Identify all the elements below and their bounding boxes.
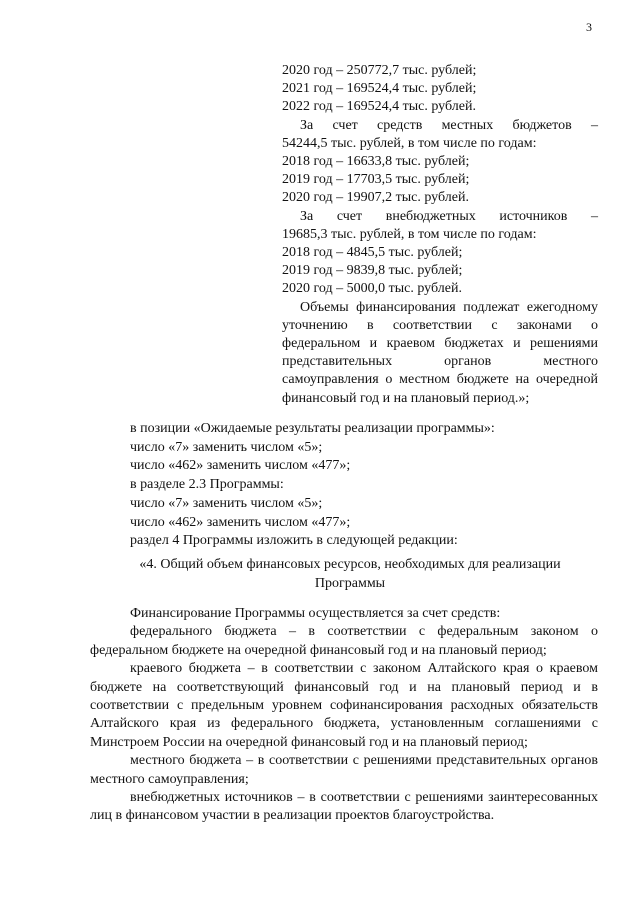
amendment-line: раздел 4 Программы изложить в следующей редакции: [130,533,458,549]
body-paragraph: федерального бюджета – в соответствии с федеральным законом о федеральном бюджете на очередной финансовый год и на плановый период; [90,624,598,658]
funding-line: 2022 год – 169524,4 тыс. рублей. [282,99,476,115]
extrabudgetary-heading [282,208,598,226]
funding-line: 2019 год – 17703,5 тыс. рублей; [282,172,470,188]
amendment-line: в разделе 2.3 Программы: [130,477,284,493]
body-paragraph: внебюджетных источников – в соответствии с решениями заинтересованных лиц в финансовом участии в реализации проектов благоустройства. [90,790,598,824]
heading-word: счет [336,208,363,224]
extrabudgetary-total: 19685,3 тыс. рублей, в том числе по годам: [282,226,537,242]
section-heading-line: «4. Общий объем финансовых ресурсов, необходимых для реализации [139,557,561,572]
heading-word: За [300,117,314,133]
heading-word: счет [332,117,358,133]
funding-line: 2020 год – 19907,2 тыс. рублей. [282,190,469,206]
funding-line: 2019 год – 9839,8 тыс. рублей; [282,263,463,279]
amendment-line: число «7» заменить числом «5»; [130,439,323,455]
funding-closing-paragraph: Объемы финансирования подлежат ежегодному уточнению в соответствии с законами о федеральном и краевом бюджетах и решениями представительных органов местного самоуправления о местном бюджете на очередной финансовый год и на плановый период.»; [282,299,598,406]
heading-word: бюджетов [512,117,572,133]
heading-word: – [590,117,598,133]
heading-word: средств [377,117,423,133]
amendments-list [130,420,570,551]
section-heading-line: Программы [314,575,386,591]
heading-word: местных [441,117,494,133]
heading-word: источников [499,208,568,224]
funding-line: 2020 год – 250772,7 тыс. рублей; [282,63,477,78]
body-paragraph: краевого бюджета – в соответствии с законом Алтайского края о краевом бюджете на соответствующий финансовый год и на плановый период и в соответствии с предельным уровнем софинансирования расходных обязательств Алтайского края из федерального бюджета, установленным соглашениями с Минстроем России на очередной финансовый год и на плановый период; [90,661,598,750]
section-heading [100,556,600,593]
funding-line: 2018 год – 16633,8 тыс. рублей; [282,154,470,170]
body-paragraph: местного бюджета – в соответствии с решениями представительных органов местного самоуправления; [90,753,598,787]
body-paragraph: Финансирование Программы осуществляется за счет средств: [130,606,501,621]
funding-volume-block [282,62,598,408]
local-budget-total: 54244,5 тыс. рублей, в том числе по годам: [282,135,537,151]
heading-word: – [590,208,598,224]
heading-word: внебюджетных [385,208,476,224]
amendment-line: число «462» заменить числом «477»; [130,514,351,530]
page-number: 3 [586,20,592,34]
funding-line: 2021 год – 169524,4 тыс. рублей; [282,81,477,97]
amendment-line: число «7» заменить числом «5»; [130,495,323,511]
local-budget-heading [282,117,598,135]
amendment-line: в позиции «Ожидаемые результаты реализации программы»: [130,421,495,436]
funding-line: 2018 год – 4845,5 тыс. рублей; [282,245,463,261]
section-body [90,605,598,826]
funding-line: 2020 год – 5000,0 тыс. рублей. [282,281,462,297]
heading-word: За [300,208,314,224]
amendment-line: число «462» заменить числом «477»; [130,458,351,474]
